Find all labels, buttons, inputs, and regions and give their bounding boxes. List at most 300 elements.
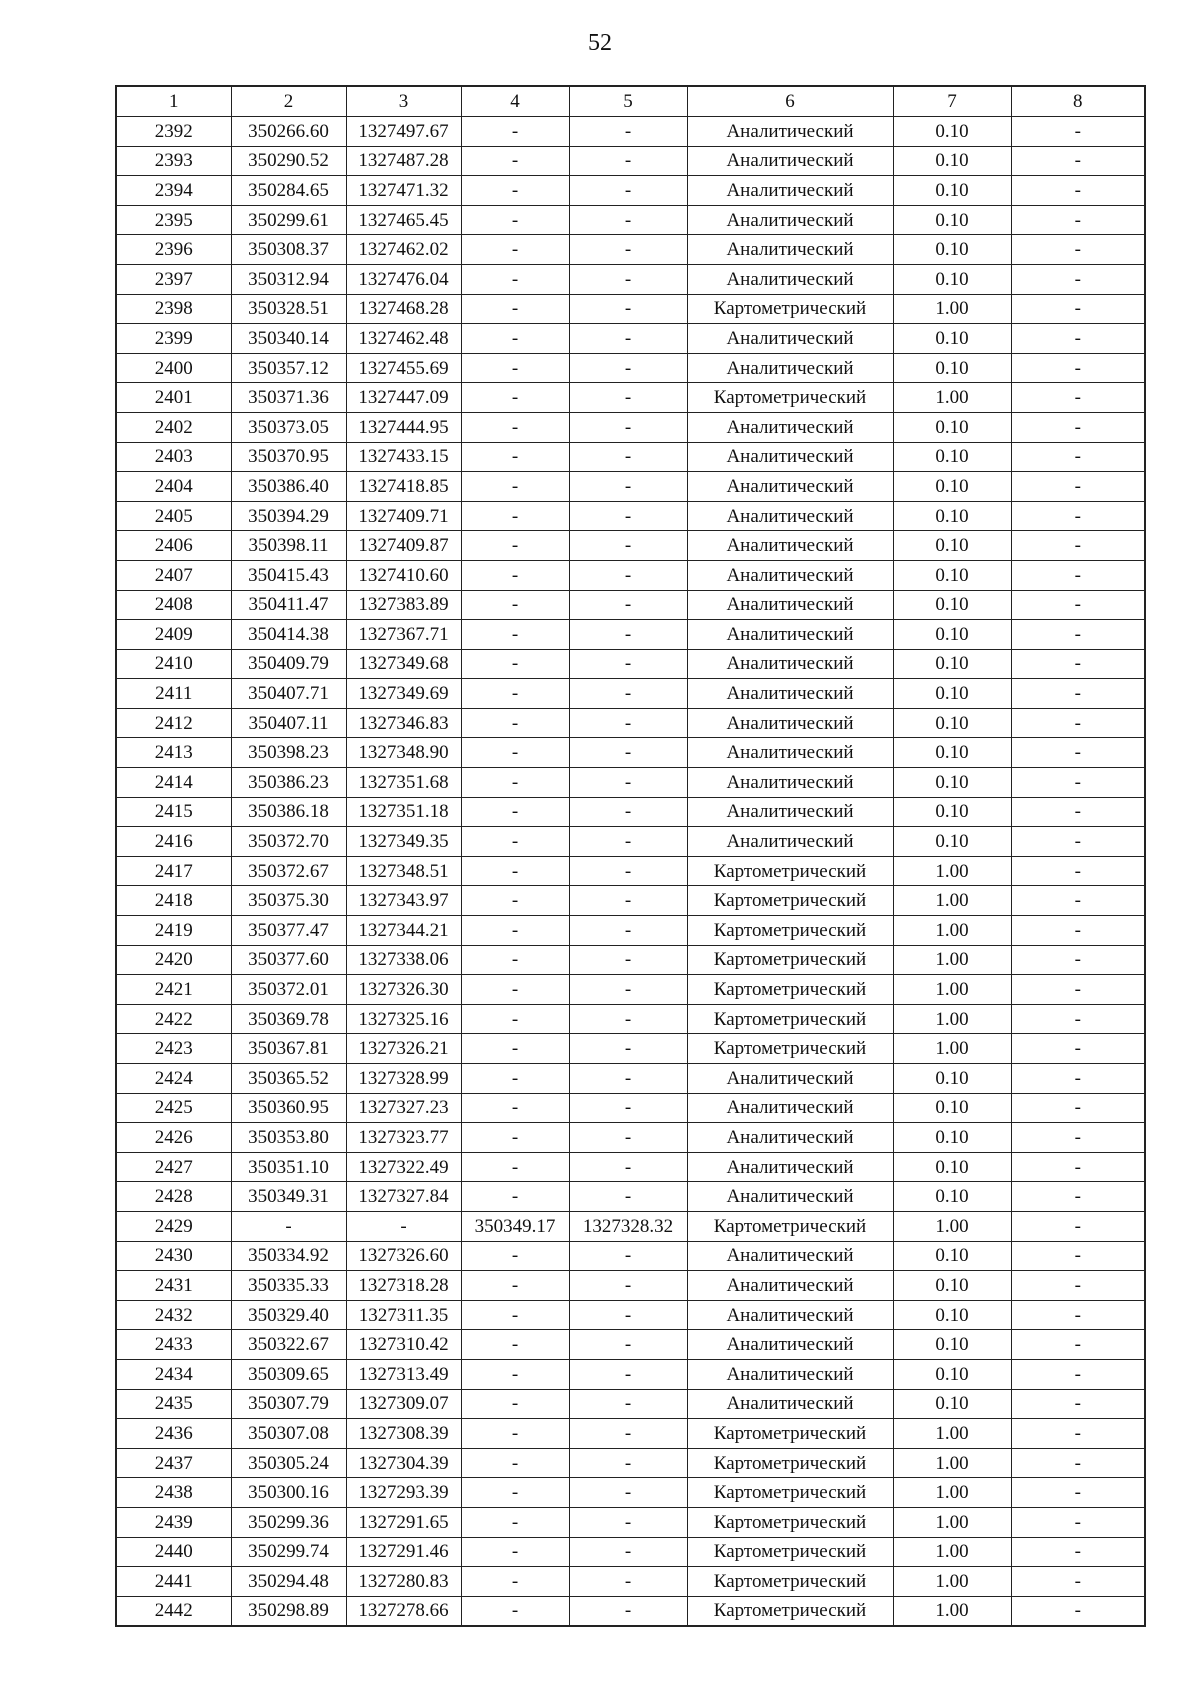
- cell-x-alt-coordinate: -: [461, 1330, 569, 1360]
- cell-note: -: [1011, 856, 1145, 886]
- cell-y-coordinate: 1327310.42: [346, 1330, 461, 1360]
- cell-y-coordinate: 1327293.39: [346, 1478, 461, 1508]
- cell-accuracy: 0.10: [893, 412, 1011, 442]
- table-row: [116, 1330, 1145, 1360]
- cell-x-alt-coordinate: -: [461, 738, 569, 768]
- cell-y-alt-coordinate: -: [569, 1359, 687, 1389]
- cell-y-coordinate: 1327309.07: [346, 1389, 461, 1419]
- cell-y-coordinate: 1327338.06: [346, 945, 461, 975]
- cell-point-number: 2426: [116, 1123, 231, 1153]
- cell-accuracy: 0.10: [893, 176, 1011, 206]
- cell-point-number: 2394: [116, 176, 231, 206]
- cell-method: Картометрический: [687, 1567, 893, 1597]
- table-row: [116, 412, 1145, 442]
- cell-y-alt-coordinate: -: [569, 264, 687, 294]
- cell-y-alt-coordinate: -: [569, 1389, 687, 1419]
- table-row: [116, 1359, 1145, 1389]
- cell-note: -: [1011, 916, 1145, 946]
- cell-y-alt-coordinate: -: [569, 649, 687, 679]
- cell-accuracy: 0.10: [893, 1093, 1011, 1123]
- cell-x-alt-coordinate: -: [461, 1507, 569, 1537]
- cell-x-alt-coordinate: -: [461, 708, 569, 738]
- cell-x-alt-coordinate: -: [461, 146, 569, 176]
- cell-x-coordinate: 350329.40: [231, 1300, 346, 1330]
- cell-accuracy: 0.10: [893, 708, 1011, 738]
- cell-y-coordinate: 1327433.15: [346, 442, 461, 472]
- table-row: [116, 1448, 1145, 1478]
- cell-accuracy: 0.10: [893, 472, 1011, 502]
- cell-x-coordinate: 350375.30: [231, 886, 346, 916]
- cell-note: -: [1011, 797, 1145, 827]
- cell-note: -: [1011, 738, 1145, 768]
- cell-accuracy: 1.00: [893, 1478, 1011, 1508]
- cell-y-alt-coordinate: -: [569, 856, 687, 886]
- cell-accuracy: 1.00: [893, 886, 1011, 916]
- cell-point-number: 2428: [116, 1182, 231, 1212]
- cell-note: -: [1011, 1330, 1145, 1360]
- cell-method: Картометрический: [687, 1211, 893, 1241]
- cell-point-number: 2419: [116, 916, 231, 946]
- table-row: [116, 1419, 1145, 1449]
- cell-y-alt-coordinate: -: [569, 1064, 687, 1094]
- cell-method: Картометрический: [687, 945, 893, 975]
- cell-accuracy: 0.10: [893, 1182, 1011, 1212]
- cell-point-number: 2435: [116, 1389, 231, 1419]
- cell-method: Аналитический: [687, 1389, 893, 1419]
- cell-y-coordinate: 1327462.02: [346, 235, 461, 265]
- cell-method: Аналитический: [687, 708, 893, 738]
- cell-x-alt-coordinate: -: [461, 590, 569, 620]
- cell-point-number: 2437: [116, 1448, 231, 1478]
- table-row: [116, 1123, 1145, 1153]
- cell-accuracy: 0.10: [893, 353, 1011, 383]
- cell-x-alt-coordinate: -: [461, 679, 569, 709]
- cell-y-coordinate: 1327349.69: [346, 679, 461, 709]
- cell-point-number: 2427: [116, 1152, 231, 1182]
- cell-accuracy: 0.10: [893, 679, 1011, 709]
- cell-y-coordinate: 1327444.95: [346, 412, 461, 442]
- cell-y-alt-coordinate: -: [569, 1596, 687, 1626]
- cell-y-alt-coordinate: -: [569, 708, 687, 738]
- cell-note: -: [1011, 531, 1145, 561]
- cell-accuracy: 1.00: [893, 1034, 1011, 1064]
- cell-x-coordinate: 350349.31: [231, 1182, 346, 1212]
- cell-x-coordinate: 350371.36: [231, 383, 346, 413]
- cell-accuracy: 1.00: [893, 1507, 1011, 1537]
- cell-x-coordinate: 350365.52: [231, 1064, 346, 1094]
- cell-method: Картометрический: [687, 975, 893, 1005]
- cell-note: -: [1011, 975, 1145, 1005]
- cell-x-alt-coordinate: -: [461, 1567, 569, 1597]
- table-row: [116, 383, 1145, 413]
- cell-accuracy: 0.10: [893, 1389, 1011, 1419]
- cell-x-alt-coordinate: -: [461, 560, 569, 590]
- cell-method: Аналитический: [687, 1182, 893, 1212]
- cell-x-coordinate: 350386.40: [231, 472, 346, 502]
- cell-accuracy: 0.10: [893, 1152, 1011, 1182]
- cell-x-alt-coordinate: -: [461, 1093, 569, 1123]
- cell-x-coordinate: 350308.37: [231, 235, 346, 265]
- cell-x-alt-coordinate: -: [461, 264, 569, 294]
- cell-x-alt-coordinate: -: [461, 1241, 569, 1271]
- table-row: [116, 294, 1145, 324]
- cell-method: Аналитический: [687, 442, 893, 472]
- cell-method: Аналитический: [687, 205, 893, 235]
- cell-y-coordinate: 1327383.89: [346, 590, 461, 620]
- table-row: [116, 1537, 1145, 1567]
- cell-note: -: [1011, 1567, 1145, 1597]
- cell-x-coordinate: 350300.16: [231, 1478, 346, 1508]
- cell-method: Аналитический: [687, 146, 893, 176]
- page-number: 52: [588, 30, 612, 56]
- cell-x-coordinate: 350372.01: [231, 975, 346, 1005]
- cell-y-alt-coordinate: -: [569, 353, 687, 383]
- cell-note: -: [1011, 590, 1145, 620]
- cell-y-coordinate: 1327344.21: [346, 916, 461, 946]
- cell-point-number: 2410: [116, 649, 231, 679]
- table-row: [116, 856, 1145, 886]
- table-row: [116, 1241, 1145, 1271]
- cell-note: -: [1011, 324, 1145, 354]
- cell-x-coordinate: 350290.52: [231, 146, 346, 176]
- cell-y-coordinate: 1327367.71: [346, 620, 461, 650]
- cell-point-number: 2409: [116, 620, 231, 650]
- cell-method: Аналитический: [687, 560, 893, 590]
- cell-point-number: 2412: [116, 708, 231, 738]
- column-header: 8: [1011, 86, 1145, 117]
- cell-accuracy: 1.00: [893, 383, 1011, 413]
- cell-accuracy: 0.10: [893, 264, 1011, 294]
- cell-y-coordinate: 1327465.45: [346, 205, 461, 235]
- cell-method: Аналитический: [687, 679, 893, 709]
- cell-y-alt-coordinate: -: [569, 383, 687, 413]
- cell-y-alt-coordinate: -: [569, 827, 687, 857]
- cell-x-alt-coordinate: -: [461, 797, 569, 827]
- cell-x-alt-coordinate: -: [461, 294, 569, 324]
- cell-y-coordinate: 1327322.49: [346, 1152, 461, 1182]
- cell-accuracy: 0.10: [893, 1359, 1011, 1389]
- cell-x-coordinate: 350299.74: [231, 1537, 346, 1567]
- cell-note: -: [1011, 353, 1145, 383]
- cell-method: Аналитический: [687, 1064, 893, 1094]
- cell-y-coordinate: 1327349.35: [346, 827, 461, 857]
- cell-x-coordinate: 350414.38: [231, 620, 346, 650]
- cell-x-coordinate: 350377.60: [231, 945, 346, 975]
- cell-accuracy: 0.10: [893, 531, 1011, 561]
- cell-method: Аналитический: [687, 590, 893, 620]
- cell-accuracy: 0.10: [893, 1300, 1011, 1330]
- cell-x-alt-coordinate: -: [461, 975, 569, 1005]
- table-row: [116, 531, 1145, 561]
- table-row: [116, 1182, 1145, 1212]
- cell-method: Аналитический: [687, 649, 893, 679]
- table-row: [116, 1093, 1145, 1123]
- cell-method: Аналитический: [687, 501, 893, 531]
- column-header: 6: [687, 86, 893, 117]
- table-row: [116, 797, 1145, 827]
- cell-point-number: 2403: [116, 442, 231, 472]
- cell-x-alt-coordinate: -: [461, 649, 569, 679]
- table-row: [116, 620, 1145, 650]
- cell-y-coordinate: 1327346.83: [346, 708, 461, 738]
- cell-x-alt-coordinate: -: [461, 412, 569, 442]
- cell-x-coordinate: 350386.18: [231, 797, 346, 827]
- cell-method: Картометрический: [687, 1034, 893, 1064]
- table-row: [116, 1507, 1145, 1537]
- cell-note: -: [1011, 1448, 1145, 1478]
- cell-y-coordinate: 1327348.51: [346, 856, 461, 886]
- cell-x-alt-coordinate: -: [461, 1034, 569, 1064]
- cell-x-coordinate: 350373.05: [231, 412, 346, 442]
- cell-x-alt-coordinate: -: [461, 1300, 569, 1330]
- table-row: [116, 1389, 1145, 1419]
- cell-y-coordinate: 1327351.68: [346, 768, 461, 798]
- table-row: [116, 1567, 1145, 1597]
- cell-x-alt-coordinate: -: [461, 1152, 569, 1182]
- table-row: [116, 708, 1145, 738]
- cell-y-alt-coordinate: -: [569, 1478, 687, 1508]
- cell-x-coordinate: 350411.47: [231, 590, 346, 620]
- table-row: [116, 205, 1145, 235]
- cell-note: -: [1011, 294, 1145, 324]
- cell-x-alt-coordinate: -: [461, 1064, 569, 1094]
- cell-y-alt-coordinate: -: [569, 886, 687, 916]
- table-row: [116, 235, 1145, 265]
- cell-y-coordinate: 1327468.28: [346, 294, 461, 324]
- cell-method: Картометрический: [687, 1507, 893, 1537]
- cell-x-alt-coordinate: -: [461, 472, 569, 502]
- cell-accuracy: 1.00: [893, 1419, 1011, 1449]
- cell-y-alt-coordinate: -: [569, 620, 687, 650]
- cell-x-coordinate: 350367.81: [231, 1034, 346, 1064]
- cell-x-coordinate: 350305.24: [231, 1448, 346, 1478]
- cell-point-number: 2402: [116, 412, 231, 442]
- cell-x-alt-coordinate: -: [461, 1537, 569, 1567]
- cell-y-alt-coordinate: -: [569, 1152, 687, 1182]
- cell-accuracy: 1.00: [893, 294, 1011, 324]
- cell-note: -: [1011, 412, 1145, 442]
- cell-y-alt-coordinate: -: [569, 117, 687, 147]
- cell-note: -: [1011, 176, 1145, 206]
- cell-note: -: [1011, 1241, 1145, 1271]
- cell-note: -: [1011, 205, 1145, 235]
- cell-method: Аналитический: [687, 797, 893, 827]
- table-row: [116, 117, 1145, 147]
- table-row: [116, 945, 1145, 975]
- cell-method: Аналитический: [687, 412, 893, 442]
- table-body: [116, 117, 1145, 1627]
- cell-y-alt-coordinate: -: [569, 412, 687, 442]
- cell-x-coordinate: 350284.65: [231, 176, 346, 206]
- cell-method: Аналитический: [687, 176, 893, 206]
- cell-x-coordinate: 350377.47: [231, 916, 346, 946]
- cell-point-number: 2397: [116, 264, 231, 294]
- cell-x-coordinate: 350409.79: [231, 649, 346, 679]
- cell-y-alt-coordinate: -: [569, 797, 687, 827]
- cell-y-coordinate: 1327280.83: [346, 1567, 461, 1597]
- cell-method: Аналитический: [687, 768, 893, 798]
- cell-x-coordinate: 350312.94: [231, 264, 346, 294]
- cell-accuracy: 0.10: [893, 1241, 1011, 1271]
- cell-y-alt-coordinate: -: [569, 1123, 687, 1153]
- cell-y-coordinate: 1327328.99: [346, 1064, 461, 1094]
- cell-note: -: [1011, 708, 1145, 738]
- column-header: 2: [231, 86, 346, 117]
- table-row: [116, 738, 1145, 768]
- cell-method: Аналитический: [687, 1123, 893, 1153]
- cell-accuracy: 1.00: [893, 945, 1011, 975]
- cell-y-alt-coordinate: -: [569, 1507, 687, 1537]
- cell-y-alt-coordinate: -: [569, 1241, 687, 1271]
- cell-y-alt-coordinate: -: [569, 146, 687, 176]
- cell-y-alt-coordinate: -: [569, 235, 687, 265]
- cell-accuracy: 0.10: [893, 235, 1011, 265]
- cell-point-number: 2432: [116, 1300, 231, 1330]
- cell-y-alt-coordinate: -: [569, 560, 687, 590]
- table-row: [116, 827, 1145, 857]
- cell-method: Аналитический: [687, 235, 893, 265]
- cell-x-alt-coordinate: -: [461, 501, 569, 531]
- cell-x-alt-coordinate: -: [461, 1448, 569, 1478]
- cell-x-coordinate: 350360.95: [231, 1093, 346, 1123]
- cell-x-coordinate: 350386.23: [231, 768, 346, 798]
- cell-x-alt-coordinate: -: [461, 886, 569, 916]
- cell-note: -: [1011, 945, 1145, 975]
- table-row: [116, 886, 1145, 916]
- cell-point-number: 2407: [116, 560, 231, 590]
- cell-point-number: 2429: [116, 1211, 231, 1241]
- cell-accuracy: 1.00: [893, 916, 1011, 946]
- cell-x-alt-coordinate: -: [461, 176, 569, 206]
- cell-x-coordinate: 350407.11: [231, 708, 346, 738]
- cell-accuracy: 0.10: [893, 1123, 1011, 1153]
- cell-y-coordinate: 1327409.87: [346, 531, 461, 561]
- cell-note: -: [1011, 146, 1145, 176]
- cell-point-number: 2430: [116, 1241, 231, 1271]
- cell-y-coordinate: 1327471.32: [346, 176, 461, 206]
- cell-accuracy: 1.00: [893, 1537, 1011, 1567]
- cell-y-coordinate: 1327462.48: [346, 324, 461, 354]
- cell-y-coordinate: 1327323.77: [346, 1123, 461, 1153]
- cell-note: -: [1011, 1537, 1145, 1567]
- cell-x-coordinate: 350298.89: [231, 1596, 346, 1626]
- cell-accuracy: 0.10: [893, 768, 1011, 798]
- cell-x-coordinate: 350351.10: [231, 1152, 346, 1182]
- cell-x-coordinate: 350394.29: [231, 501, 346, 531]
- cell-y-alt-coordinate: -: [569, 738, 687, 768]
- cell-point-number: 2395: [116, 205, 231, 235]
- cell-point-number: 2421: [116, 975, 231, 1005]
- cell-note: -: [1011, 264, 1145, 294]
- cell-note: -: [1011, 442, 1145, 472]
- cell-note: -: [1011, 472, 1145, 502]
- cell-x-alt-coordinate: -: [461, 768, 569, 798]
- cell-point-number: 2411: [116, 679, 231, 709]
- cell-accuracy: 0.10: [893, 205, 1011, 235]
- cell-point-number: 2425: [116, 1093, 231, 1123]
- cell-y-coordinate: 1327351.18: [346, 797, 461, 827]
- cell-method: Аналитический: [687, 738, 893, 768]
- cell-y-alt-coordinate: -: [569, 1093, 687, 1123]
- cell-method: Аналитический: [687, 1271, 893, 1301]
- cell-y-coordinate: 1327410.60: [346, 560, 461, 590]
- cell-y-alt-coordinate: 1327328.32: [569, 1211, 687, 1241]
- table-row: [116, 916, 1145, 946]
- cell-x-alt-coordinate: -: [461, 235, 569, 265]
- cell-x-alt-coordinate: -: [461, 1271, 569, 1301]
- cell-y-alt-coordinate: -: [569, 945, 687, 975]
- cell-y-alt-coordinate: -: [569, 768, 687, 798]
- cell-x-coordinate: 350266.60: [231, 117, 346, 147]
- table-row: [116, 1152, 1145, 1182]
- cell-note: -: [1011, 1596, 1145, 1626]
- table-row: [116, 649, 1145, 679]
- cell-y-alt-coordinate: -: [569, 1034, 687, 1064]
- cell-note: -: [1011, 1359, 1145, 1389]
- cell-x-alt-coordinate: -: [461, 916, 569, 946]
- cell-note: -: [1011, 1004, 1145, 1034]
- cell-accuracy: 0.10: [893, 501, 1011, 531]
- cell-note: -: [1011, 649, 1145, 679]
- cell-x-coordinate: 350309.65: [231, 1359, 346, 1389]
- cell-x-coordinate: 350372.67: [231, 856, 346, 886]
- cell-x-coordinate: 350353.80: [231, 1123, 346, 1153]
- cell-note: -: [1011, 1064, 1145, 1094]
- cell-note: -: [1011, 1152, 1145, 1182]
- cell-point-number: 2431: [116, 1271, 231, 1301]
- table-row: [116, 146, 1145, 176]
- cell-x-coordinate: 350372.70: [231, 827, 346, 857]
- column-header: 7: [893, 86, 1011, 117]
- cell-point-number: 2439: [116, 1507, 231, 1537]
- cell-y-alt-coordinate: -: [569, 916, 687, 946]
- cell-accuracy: 0.10: [893, 738, 1011, 768]
- cell-note: -: [1011, 1271, 1145, 1301]
- cell-note: -: [1011, 1093, 1145, 1123]
- cell-y-alt-coordinate: -: [569, 472, 687, 502]
- cell-y-alt-coordinate: -: [569, 1300, 687, 1330]
- cell-method: Картометрический: [687, 383, 893, 413]
- coordinates-table: [115, 85, 1146, 1627]
- cell-y-alt-coordinate: -: [569, 501, 687, 531]
- cell-note: -: [1011, 117, 1145, 147]
- cell-x-coordinate: 350369.78: [231, 1004, 346, 1034]
- cell-y-coordinate: 1327349.68: [346, 649, 461, 679]
- cell-y-alt-coordinate: -: [569, 531, 687, 561]
- cell-point-number: 2436: [116, 1419, 231, 1449]
- cell-x-coordinate: 350340.14: [231, 324, 346, 354]
- cell-point-number: 2401: [116, 383, 231, 413]
- cell-point-number: 2393: [116, 146, 231, 176]
- cell-x-alt-coordinate: -: [461, 442, 569, 472]
- cell-y-alt-coordinate: -: [569, 1330, 687, 1360]
- table-row: [116, 1064, 1145, 1094]
- table-row: [116, 975, 1145, 1005]
- cell-y-coordinate: 1327291.65: [346, 1507, 461, 1537]
- cell-method: Картометрический: [687, 1004, 893, 1034]
- cell-x-coordinate: 350328.51: [231, 294, 346, 324]
- cell-accuracy: 0.10: [893, 1064, 1011, 1094]
- cell-point-number: 2405: [116, 501, 231, 531]
- cell-point-number: 2433: [116, 1330, 231, 1360]
- cell-point-number: 2423: [116, 1034, 231, 1064]
- table-row: [116, 353, 1145, 383]
- cell-x-coordinate: 350370.95: [231, 442, 346, 472]
- cell-x-coordinate: 350299.61: [231, 205, 346, 235]
- cell-y-alt-coordinate: -: [569, 1448, 687, 1478]
- table-row: [116, 1034, 1145, 1064]
- cell-y-coordinate: 1327476.04: [346, 264, 461, 294]
